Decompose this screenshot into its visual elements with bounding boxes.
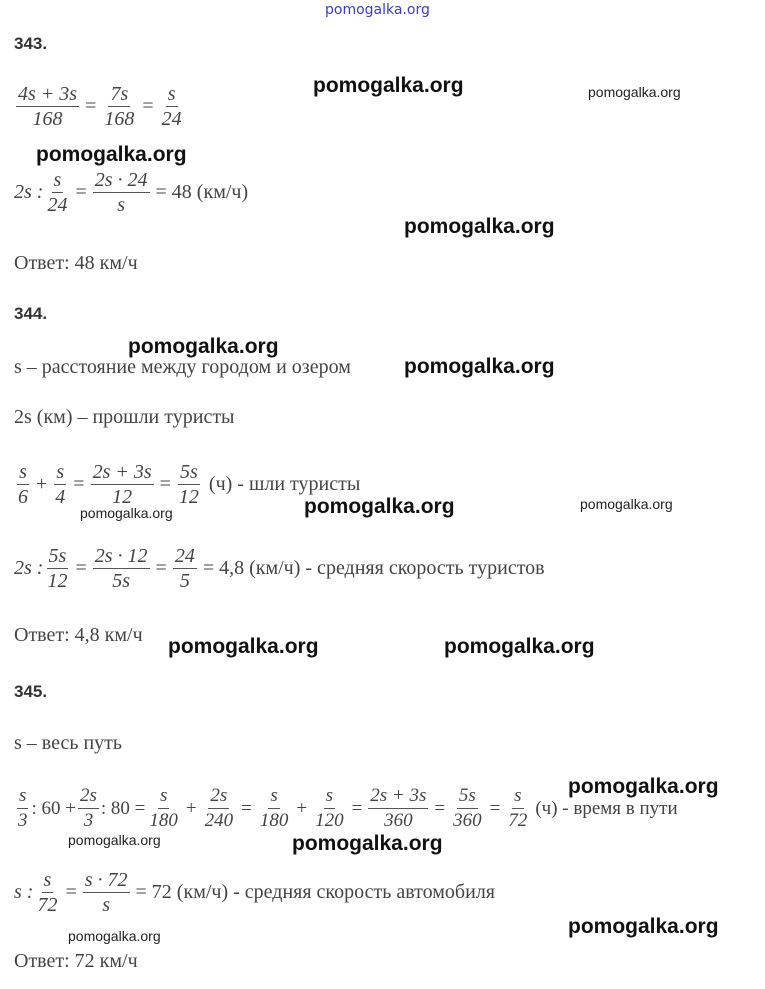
fraction: $\frac{s}{6}$ [18, 461, 28, 508]
watermark: pomogalka.org [313, 74, 464, 97]
fraction: $\frac{s}{120}$ [315, 785, 344, 831]
watermark: pomogalka.org [568, 915, 719, 938]
watermark: pomogalka.org [168, 635, 319, 658]
watermark: pomogalka.org [588, 84, 681, 100]
text-344-2: 2s (км) – прошли туристы [14, 406, 235, 428]
problem-number-344: 344. [14, 304, 48, 323]
fraction: $\frac{5s}{360}$ [453, 785, 482, 831]
fraction: $\frac{s}{72}$ [37, 869, 58, 916]
watermark: pomogalka.org [568, 775, 719, 798]
equation-345-2: s : $\frac{s}{72}$ = $\frac{s \cdot 72}{s}$ = 72 (км/ч) - средняя скорость автомобиля [14, 869, 495, 916]
answer-345: Ответ: 72 км/ч [14, 950, 138, 972]
watermark: pomogalka.org [444, 635, 595, 658]
fraction: $\frac{7s}{168}$ [104, 83, 135, 130]
fraction: $\frac{5s}{12}$ [47, 545, 68, 592]
watermark: pomogalka.org [292, 832, 443, 855]
watermark: pomogalka.org [68, 928, 161, 944]
fraction: $\frac{2s}{240}$ [204, 785, 234, 831]
watermark: pomogalka.org [80, 505, 173, 521]
fraction: $\frac{s}{24}$ [47, 169, 68, 216]
equation-343-1: $\frac{4s + 3s}{168}$ = $\frac{7s}{168}$ = $\frac{s}{24}$ [18, 83, 182, 130]
fraction: $\frac{24}{5}$ [174, 545, 195, 592]
fraction: $\frac{5s}{12}$ [178, 461, 199, 508]
text-344-1: s – расстояние между городом и озером [14, 356, 351, 378]
watermark: pomogalka.org [68, 832, 161, 848]
equation-344-2: 2s : $\frac{5s}{12}$ = $\frac{2s \cdot 12}{5s}$ = $\frac{24}{5}$ = 4,8 (км/ч) - средняя скорость туристов [14, 545, 545, 592]
fraction: $\frac{2s}{3}$ [80, 785, 97, 831]
fraction: $\frac{s}{180}$ [149, 785, 178, 831]
fraction: $\frac{s}{24}$ [161, 83, 182, 130]
watermark: pomogalka.org [580, 496, 673, 512]
watermark: pomogalka.org [36, 143, 187, 166]
watermark: pomogalka.org [128, 335, 279, 358]
watermark-top: pomogalka.org [325, 2, 430, 18]
fraction: $\frac{s \cdot 72}{s}$ [84, 869, 128, 916]
fraction: $\frac{s}{72}$ [508, 785, 528, 831]
fraction: $\frac{s}{4}$ [55, 461, 66, 508]
watermark: pomogalka.org [404, 215, 555, 238]
problem-number-345: 345. [14, 682, 48, 701]
answer-343: Ответ: 48 км/ч [14, 252, 138, 274]
fraction: $\frac{2s + 3s}{360}$ [370, 785, 427, 831]
equation-344-1: $\frac{s}{6}$ + $\frac{s}{4}$ = $\frac{2s + 3s}{12}$ = $\frac{5s}{12}$ (ч) - шли туристы [18, 461, 361, 508]
watermark: pomogalka.org [304, 495, 455, 518]
fraction: $\frac{s}{3}$ [18, 785, 28, 831]
watermark: pomogalka.org [404, 355, 555, 378]
equation-343-2: 2s : $\frac{s}{24}$ = $\frac{2s \cdot 24}{s}$ = 48 (км/ч) [14, 169, 249, 216]
fraction: $\frac{2s \cdot 24}{s}$ [94, 169, 148, 216]
text-345-1: s – весь путь [14, 732, 123, 754]
answer-344: Ответ: 4,8 км/ч [14, 624, 143, 646]
problem-number-343: 343. [14, 34, 48, 53]
fraction: $\frac{2s \cdot 12}{5s}$ [94, 545, 148, 592]
equation-345-1: $\frac{s}{3}$ : 60 + $\frac{2s}{3}$ : 80 = $\frac{s}{180}$ + $\frac{2s}{240}$ = $\frac{s}{180}$ + $\frac{s}{120}$ = $\frac{2s + 3s}{360}$ = $\frac{5s}{360}$ = $\frac{s}{72}$ (ч) - время в пути [18, 785, 678, 831]
fraction: $\frac{2s + 3s}{12}$ [92, 461, 152, 508]
fraction: $\frac{s}{180}$ [259, 785, 289, 831]
fraction: $\frac{4s + 3s}{168}$ [18, 83, 78, 130]
